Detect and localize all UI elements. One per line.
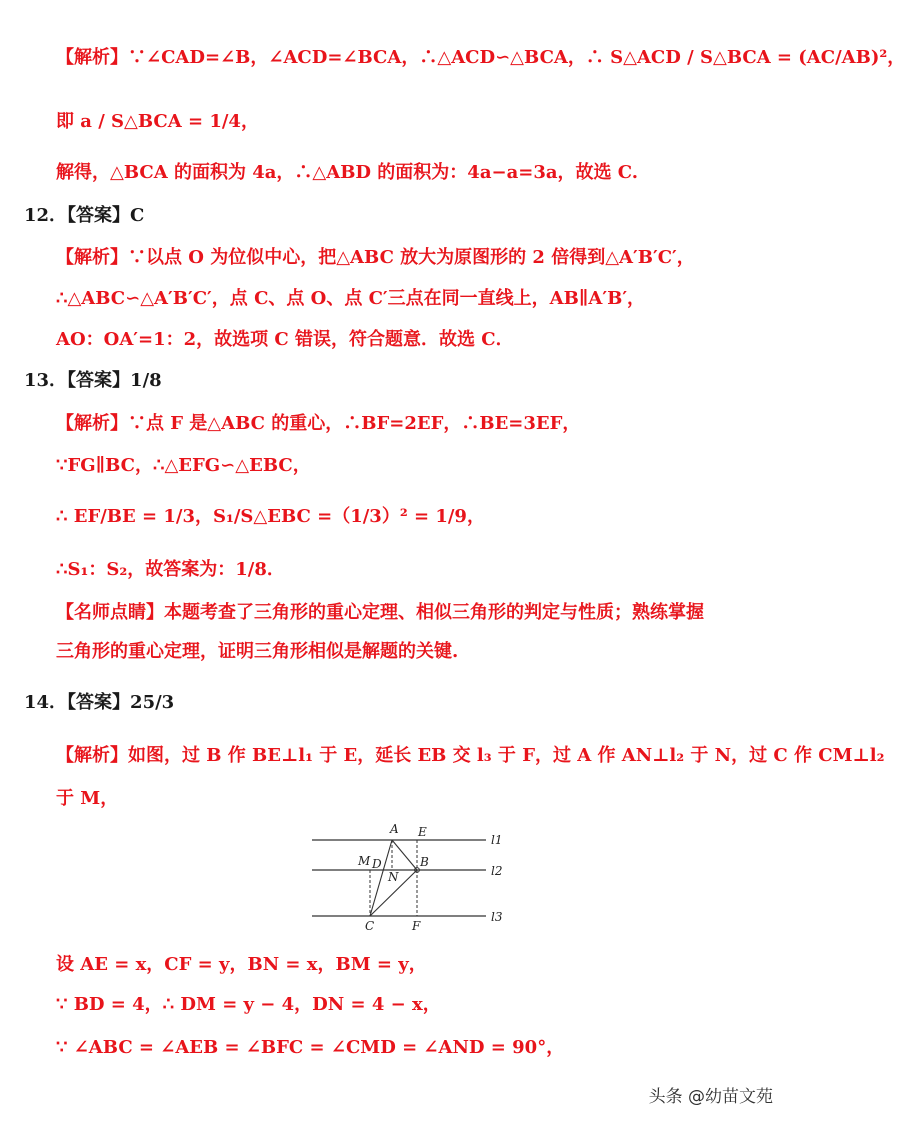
- text-line: ∴S₁：S₂，故答案为：1/8．: [56, 559, 285, 580]
- text-line: 【解析】∵点 F 是△ABC 的重心，∴BF=2EF，∴BE=3EF，: [56, 413, 581, 434]
- text-line: ∵ ∠ABC = ∠AEB = ∠BFC = ∠CMD = ∠AND = 90°，: [56, 1037, 565, 1058]
- text-line: 【名师点睛】本题考查了三角形的重心定理、相似三角形的判定与性质；熟练掌握: [56, 602, 704, 623]
- text-line: 设 AE = x，CF = y，BN = x，BM = y，: [56, 954, 427, 975]
- label-a: A: [390, 822, 399, 836]
- label-m: M: [358, 854, 371, 868]
- label-l3: l3: [491, 910, 503, 924]
- label-l2: l2: [491, 864, 503, 878]
- text-line: 于 M，: [56, 788, 119, 809]
- text-line: 【解析】∵以点 O 为位似中心，把△ABC 放大为原图形的 2 倍得到△A′B′C′，: [56, 247, 695, 268]
- text-line: 12．【答案】C: [24, 205, 145, 226]
- label-e: E: [418, 825, 427, 839]
- text-line: 三角形的重心定理，证明三角形相似是解题的关键.: [56, 641, 459, 662]
- label-l1: l1: [491, 833, 503, 847]
- text-line: 解得，△BCA 的面积为 4a，∴△ABD 的面积为：4a−a=3a，故选 C.: [56, 162, 639, 183]
- label-f: F: [412, 919, 421, 933]
- geometry-figure: [310, 818, 510, 938]
- text-line: ∴△ABC∽△A′B′C′，点 C、点 O、点 C′三点在同一直线上，AB∥A′B′，: [56, 288, 646, 309]
- text-line: ∵FG∥BC，∴△EFG∽△EBC，: [56, 455, 311, 476]
- segment-ab: [392, 840, 417, 870]
- watermark: 头条 @幼苗文苑: [648, 1087, 773, 1107]
- text-line: ∴ EF/BE = 1/3，S₁/S△EBC =（1/3）² = 1/9，: [56, 506, 485, 527]
- text-line: 14．【答案】25/3: [24, 692, 175, 713]
- text-line: 【解析】∵∠CAD=∠B，∠ACD=∠BCA，∴△ACD∽△BCA，∴ S△ACD / S△BCA = (AC/AB)²，: [56, 47, 905, 68]
- text-line: ∵ BD = 4，∴ DM = y − 4，DN = 4 − x，: [56, 994, 441, 1015]
- text-line: 13．【答案】1/8: [24, 370, 162, 391]
- text-line: 即 a / S△BCA = 1/4，: [56, 111, 259, 132]
- text-line: AO：OA′=1：2，故选项 C 错误，符合题意．故选 C．: [56, 329, 514, 350]
- label-n: N: [388, 870, 399, 884]
- label-b: B: [420, 855, 429, 869]
- label-c: C: [365, 919, 375, 933]
- text-line: 【解析】如图，过 B 作 BE⊥l₁ 于 E，延长 EB 交 l₃ 于 F，过 A 作 AN⊥l₂ 于 N，过 C 作 CM⊥l₂: [56, 745, 885, 766]
- label-d: D: [372, 857, 382, 871]
